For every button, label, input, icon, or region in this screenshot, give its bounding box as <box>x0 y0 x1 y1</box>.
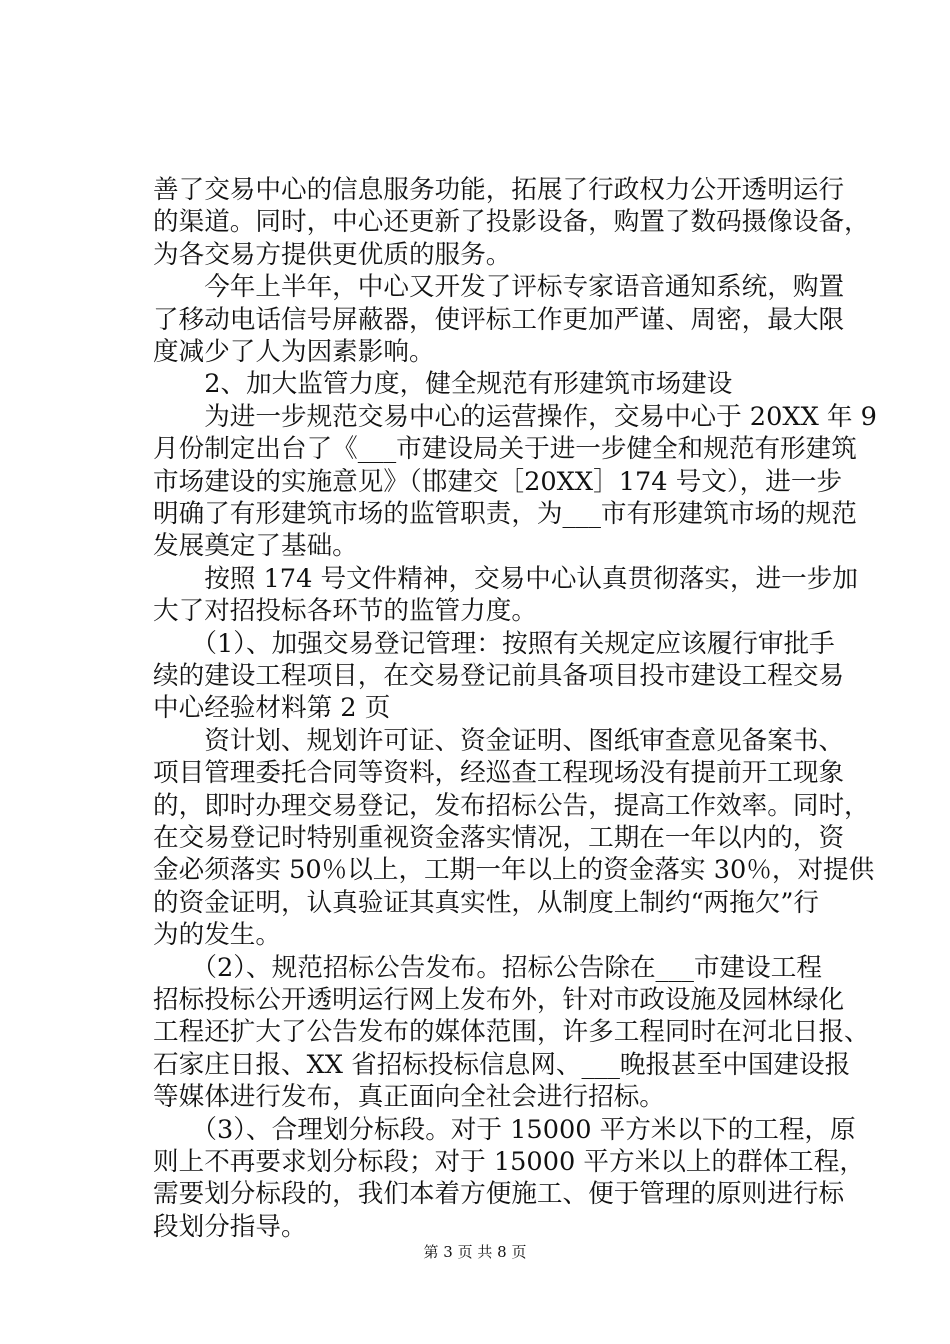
text-line: 今年上半年，中心又开发了评标专家语音通知系统，购置 <box>153 272 845 303</box>
text-line: 石家庄日报、XX 省招标投标信息网、___晚报甚至中国建设报 <box>153 1049 851 1080</box>
text-line: 则上不再要求划分标段；对于 15000 平方米以上的群体工程， <box>153 1147 865 1177</box>
text-line: 在交易登记时特别重视资金落实情况，工期在一年以内的，资 <box>153 823 845 853</box>
text-line: 资计划、规划许可证、资金证明、图纸审查意见备案书、 <box>153 725 845 756</box>
text-line: 招标投标公开透明运行网上发布外，针对市政设施及园林绿化 <box>153 985 845 1015</box>
text-line: 的资金证明，认真验证其真实性，从制度上制约“两拖欠”行 <box>153 887 820 918</box>
text-line: 段划分指导。 <box>153 1211 307 1242</box>
text-line: 需要划分标段的，我们本着方便施工、便于管理的原则进行标 <box>153 1179 845 1210</box>
text-line: 的，即时办理交易登记，发布招标公告，提高工作效率。同时， <box>153 790 870 821</box>
text-line: 为进一步规范交易中心的运营操作，交易中心于 20XX 年 9 <box>153 401 877 432</box>
text-line: 为的发生。 <box>153 920 281 951</box>
text-line: 等媒体进行发布，真正面向全社会进行招标。 <box>153 1082 665 1113</box>
text-line: 金必须落实 50％以上，工期一年以上的资金落实 30％，对提供 <box>153 855 875 886</box>
text-line: 的渠道。同时，中心还更新了投影设备，购置了数码摄像设备， <box>153 207 870 238</box>
text-line: （2）、规范招标公告发布。招标公告除在___市建设工程 <box>153 952 822 983</box>
text-line: 项目管理委托合同等资料，经巡查工程现场没有提前开工现象 <box>153 758 845 789</box>
text-line: 明确了有形建筑市场的监管职责，为___市有形建筑市场的规范 <box>153 499 857 529</box>
page-footer: 第 3 页 共 8 页 <box>423 1243 527 1261</box>
text-line: 善了交易中心的信息服务功能，拓展了行政权力公开透明运行 <box>153 175 845 205</box>
text-line: 发展奠定了基础。 <box>153 531 358 562</box>
section-heading: 2、加大监管力度，健全规范有形建筑市场建设 <box>153 369 733 400</box>
text-line: 为各交易方提供更优质的服务。 <box>153 239 512 270</box>
text-line: 按照 174 号文件精神，交易中心认真贯彻落实，进一步加 <box>153 563 858 594</box>
text-line: 续的建设工程项目，在交易登记前具备项目投市建设工程交易 <box>153 661 845 691</box>
text-line: 中心经验材料第 2 页 <box>153 693 391 724</box>
text-line: （1）、加强交易登记管理：按照有关规定应该履行审批手 <box>153 628 835 659</box>
text-line: 大了对招投标各环节的监管力度。 <box>153 596 537 627</box>
text-line: 了移动电话信号屏蔽器，使评标工作更加严谨、周密，最大限 <box>153 304 845 335</box>
text-line: 市场建设的实施意见》（邯建交［20XX］174 号文），进一步 <box>153 466 843 497</box>
text-line: 月份制定出台了《___市建设局关于进一步健全和规范有形建筑 <box>153 434 857 465</box>
text-line: 工程还扩大了公告发布的媒体范围，许多工程同时在河北日报、 <box>153 1017 870 1048</box>
text-line: 度减少了人为因素影响。 <box>153 337 435 367</box>
text-line: （3）、合理划分标段。对于 15000 平方米以下的工程，原 <box>153 1114 856 1145</box>
